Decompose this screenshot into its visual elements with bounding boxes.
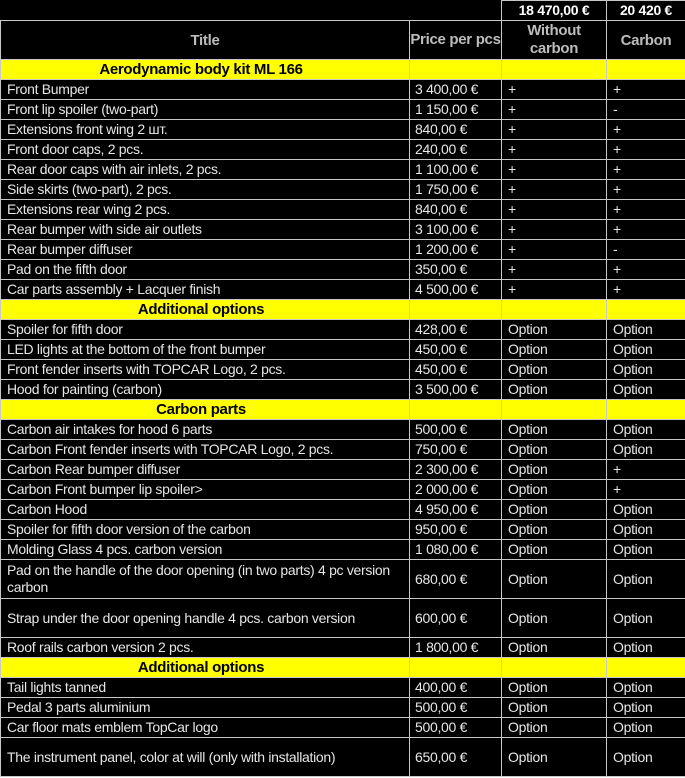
item-without-carbon: Option bbox=[502, 678, 607, 698]
item-title: Rear bumper with side air outlets bbox=[1, 220, 410, 240]
item-carbon: + bbox=[607, 480, 685, 500]
item-title: Tail lights tanned bbox=[1, 678, 410, 698]
item-title: Spoiler for fifth door version of the carbon bbox=[1, 520, 410, 540]
item-without-carbon: + bbox=[502, 80, 607, 100]
item-carbon: Option bbox=[607, 698, 685, 718]
item-price: 950,00 € bbox=[410, 520, 502, 540]
table-row bbox=[1, 638, 685, 658]
section-header bbox=[1, 300, 685, 320]
item-price: 840,00 € bbox=[410, 120, 502, 140]
table-row bbox=[1, 420, 685, 440]
item-without-carbon: + bbox=[502, 140, 607, 160]
item-price: 240,00 € bbox=[410, 140, 502, 160]
item-title: Front door caps, 2 pcs. bbox=[1, 140, 410, 160]
section-empty-cell bbox=[607, 400, 685, 420]
section-empty-cell bbox=[607, 300, 685, 320]
item-carbon: + bbox=[607, 120, 685, 140]
item-without-carbon: Option bbox=[502, 380, 607, 400]
table-row bbox=[1, 260, 685, 280]
item-carbon: + bbox=[607, 140, 685, 160]
section-empty-cell bbox=[410, 658, 502, 678]
item-carbon: Option bbox=[607, 540, 685, 560]
item-carbon: + bbox=[607, 200, 685, 220]
section-empty-cell bbox=[410, 400, 502, 420]
table-row bbox=[1, 360, 685, 380]
section-title: Additional options bbox=[1, 658, 410, 678]
item-carbon: Option bbox=[607, 560, 685, 599]
item-without-carbon: Option bbox=[502, 738, 607, 777]
item-without-carbon: + bbox=[502, 120, 607, 140]
table-row bbox=[1, 540, 685, 560]
item-carbon: + bbox=[607, 260, 685, 280]
item-price: 500,00 € bbox=[410, 718, 502, 738]
item-carbon: Option bbox=[607, 440, 685, 460]
item-price: 4 950,00 € bbox=[410, 500, 502, 520]
section-empty-cell bbox=[502, 60, 607, 80]
table-row bbox=[1, 340, 685, 360]
item-title: Carbon Hood bbox=[1, 500, 410, 520]
header-carbon: Carbon bbox=[607, 21, 685, 60]
table-row bbox=[1, 80, 685, 100]
item-carbon: Option bbox=[607, 360, 685, 380]
section-empty-cell bbox=[502, 400, 607, 420]
table-row bbox=[1, 100, 685, 120]
item-without-carbon: + bbox=[502, 220, 607, 240]
item-price: 1 800,00 € bbox=[410, 638, 502, 658]
item-title: Rear bumper diffuser bbox=[1, 240, 410, 260]
table-row bbox=[1, 500, 685, 520]
item-title: Extensions rear wing 2 pcs. bbox=[1, 200, 410, 220]
item-price: 3 400,00 € bbox=[410, 80, 502, 100]
section-title: Additional options bbox=[1, 300, 410, 320]
item-title: Hood for painting (carbon) bbox=[1, 380, 410, 400]
item-carbon: + bbox=[607, 220, 685, 240]
item-carbon: - bbox=[607, 100, 685, 120]
header-price: Price per pcs bbox=[410, 21, 502, 60]
item-title: Spoiler for fifth door bbox=[1, 320, 410, 340]
table-row bbox=[1, 738, 685, 777]
table-row bbox=[1, 460, 685, 480]
item-title: The instrument panel, color at will (only with installation) bbox=[1, 738, 410, 777]
totals-blank bbox=[1, 1, 502, 21]
item-price: 2 000,00 € bbox=[410, 480, 502, 500]
table-row bbox=[1, 240, 685, 260]
item-price: 3 500,00 € bbox=[410, 380, 502, 400]
item-without-carbon: + bbox=[502, 160, 607, 180]
item-title: Front lip spoiler (two-part) bbox=[1, 100, 410, 120]
item-price: 1 150,00 € bbox=[410, 100, 502, 120]
item-without-carbon: Option bbox=[502, 560, 607, 599]
item-title: LED lights at the bottom of the front bumper bbox=[1, 340, 410, 360]
item-without-carbon: Option bbox=[502, 360, 607, 380]
item-price: 350,00 € bbox=[410, 260, 502, 280]
table-row bbox=[1, 320, 685, 340]
section-title: Carbon parts bbox=[1, 400, 410, 420]
item-without-carbon: Option bbox=[502, 460, 607, 480]
item-carbon: Option bbox=[607, 420, 685, 440]
item-without-carbon: Option bbox=[502, 638, 607, 658]
item-title: Rear door caps with air inlets, 2 pcs. bbox=[1, 160, 410, 180]
item-price: 400,00 € bbox=[410, 678, 502, 698]
table-row bbox=[1, 678, 685, 698]
item-price: 1 080,00 € bbox=[410, 540, 502, 560]
item-carbon: Option bbox=[607, 320, 685, 340]
total-without-carbon: 18 470,00 € bbox=[502, 1, 607, 21]
section-header bbox=[1, 400, 685, 420]
item-carbon: - bbox=[607, 240, 685, 260]
item-without-carbon: + bbox=[502, 200, 607, 220]
item-title: Car floor mats emblem TopCar logo bbox=[1, 718, 410, 738]
section-empty-cell bbox=[502, 300, 607, 320]
item-price: 1 750,00 € bbox=[410, 180, 502, 200]
item-title: Pedal 3 parts aluminium bbox=[1, 698, 410, 718]
item-price: 680,00 € bbox=[410, 560, 502, 599]
item-carbon: Option bbox=[607, 738, 685, 777]
item-price: 500,00 € bbox=[410, 420, 502, 440]
header-title: Title bbox=[1, 21, 410, 60]
table-row bbox=[1, 718, 685, 738]
item-without-carbon: Option bbox=[502, 420, 607, 440]
item-carbon: Option bbox=[607, 638, 685, 658]
item-without-carbon: + bbox=[502, 280, 607, 300]
item-without-carbon: Option bbox=[502, 500, 607, 520]
item-without-carbon: Option bbox=[502, 440, 607, 460]
item-carbon: Option bbox=[607, 340, 685, 360]
item-title: Extensions front wing 2 шт. bbox=[1, 120, 410, 140]
item-title: Car parts assembly + Lacquer finish bbox=[1, 280, 410, 300]
item-price: 840,00 € bbox=[410, 200, 502, 220]
item-without-carbon: Option bbox=[502, 320, 607, 340]
header-without-carbon: Without carbon bbox=[502, 21, 607, 60]
item-price: 500,00 € bbox=[410, 698, 502, 718]
item-carbon: + bbox=[607, 160, 685, 180]
item-title: Side skirts (two-part), 2 pcs. bbox=[1, 180, 410, 200]
item-price: 450,00 € bbox=[410, 360, 502, 380]
item-price: 1 200,00 € bbox=[410, 240, 502, 260]
item-title: Molding Glass 4 pcs. carbon version bbox=[1, 540, 410, 560]
table-row bbox=[1, 380, 685, 400]
section-empty-cell bbox=[607, 658, 685, 678]
item-without-carbon: Option bbox=[502, 718, 607, 738]
item-carbon: Option bbox=[607, 520, 685, 540]
item-without-carbon: Option bbox=[502, 480, 607, 500]
item-carbon: Option bbox=[607, 599, 685, 638]
item-without-carbon: + bbox=[502, 100, 607, 120]
section-empty-cell bbox=[410, 300, 502, 320]
item-title: Pad on the handle of the door opening (in two parts) 4 pc version carbon bbox=[1, 560, 410, 599]
item-carbon: Option bbox=[607, 500, 685, 520]
item-carbon: Option bbox=[607, 678, 685, 698]
item-price: 450,00 € bbox=[410, 340, 502, 360]
table-row bbox=[1, 120, 685, 140]
item-title: Pad on the fifth door bbox=[1, 260, 410, 280]
item-carbon: + bbox=[607, 180, 685, 200]
item-title: Strap under the door opening handle 4 pcs. carbon version bbox=[1, 599, 410, 638]
item-title: Carbon Rear bumper diffuser bbox=[1, 460, 410, 480]
item-price: 4 500,00 € bbox=[410, 280, 502, 300]
item-carbon: Option bbox=[607, 380, 685, 400]
table-row bbox=[1, 698, 685, 718]
item-price: 428,00 € bbox=[410, 320, 502, 340]
item-without-carbon: Option bbox=[502, 340, 607, 360]
item-without-carbon: Option bbox=[502, 698, 607, 718]
item-without-carbon: + bbox=[502, 180, 607, 200]
item-title: Front fender inserts with TOPCAR Logo, 2 pcs. bbox=[1, 360, 410, 380]
section-empty-cell bbox=[502, 658, 607, 678]
item-title: Carbon Front bumper lip spoiler> bbox=[1, 480, 410, 500]
section-title: Aerodynamic body kit ML 166 bbox=[1, 60, 410, 80]
item-carbon: Option bbox=[607, 718, 685, 738]
table-row bbox=[1, 180, 685, 200]
item-price: 1 100,00 € bbox=[410, 160, 502, 180]
header-row bbox=[1, 21, 685, 60]
table-row bbox=[1, 440, 685, 460]
table-row bbox=[1, 160, 685, 180]
item-price: 750,00 € bbox=[410, 440, 502, 460]
table-row bbox=[1, 220, 685, 240]
section-header bbox=[1, 658, 685, 678]
section-empty-cell bbox=[607, 60, 685, 80]
item-title: Carbon Front fender inserts with TOPCAR Logo, 2 pcs. bbox=[1, 440, 410, 460]
item-title: Roof rails carbon version 2 pcs. bbox=[1, 638, 410, 658]
item-without-carbon: + bbox=[502, 260, 607, 280]
table-row bbox=[1, 280, 685, 300]
item-without-carbon: Option bbox=[502, 520, 607, 540]
item-title: Front Bumper bbox=[1, 80, 410, 100]
table-row bbox=[1, 599, 685, 638]
item-price: 3 100,00 € bbox=[410, 220, 502, 240]
section-header bbox=[1, 60, 685, 80]
item-price: 650,00 € bbox=[410, 738, 502, 777]
item-carbon: + bbox=[607, 460, 685, 480]
item-price: 2 300,00 € bbox=[410, 460, 502, 480]
table-row bbox=[1, 560, 685, 599]
table-row bbox=[1, 480, 685, 500]
table-row bbox=[1, 520, 685, 540]
item-without-carbon: Option bbox=[502, 540, 607, 560]
table-row bbox=[1, 140, 685, 160]
totals-row bbox=[1, 1, 685, 21]
item-without-carbon: Option bbox=[502, 599, 607, 638]
item-carbon: + bbox=[607, 280, 685, 300]
item-price: 600,00 € bbox=[410, 599, 502, 638]
section-empty-cell bbox=[410, 60, 502, 80]
total-carbon: 20 420 € bbox=[607, 1, 685, 21]
table-row bbox=[1, 200, 685, 220]
item-title: Carbon air intakes for hood 6 parts bbox=[1, 420, 410, 440]
item-carbon: + bbox=[607, 80, 685, 100]
item-without-carbon: + bbox=[502, 240, 607, 260]
